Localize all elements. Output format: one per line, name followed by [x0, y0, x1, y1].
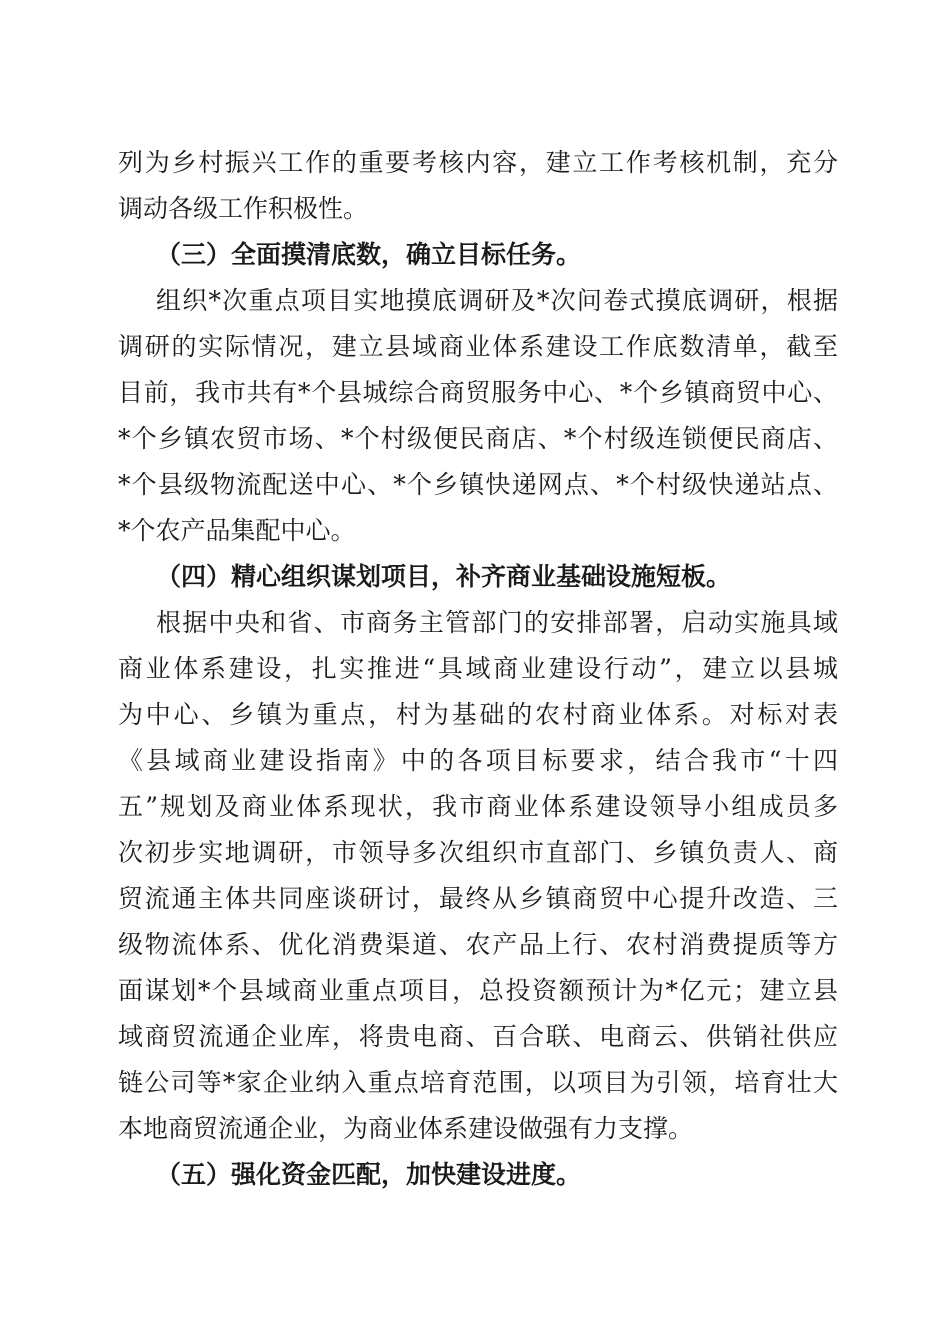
- text-line: 贸流通主体共同座谈研讨，最终从乡镇商贸中心提升改造、三: [118, 884, 838, 913]
- text-line: *个乡镇农贸市场、*个村级便民商店、*个村级连锁便民商店、: [118, 424, 838, 453]
- text-line: 为中心、乡镇为重点，村为基础的农村商业体系。对标对表: [118, 700, 838, 729]
- section-heading: （三）全面摸清底数，确立目标任务。: [156, 240, 582, 269]
- text-line: *个农产品集配中心。: [118, 516, 356, 545]
- section-heading: （五）强化资金匹配，加快建设进度。: [156, 1160, 582, 1189]
- text-line: 商业体系建设，扎实推进“具域商业建设行动”，建立以县城: [118, 654, 838, 683]
- document-body: [118, 140, 838, 1198]
- text-line: 链公司等*家企业纳入重点培育范围，以项目为引领，培育壮大: [118, 1068, 838, 1097]
- text-line: 根据中央和省、市商务主管部门的安排部署，启动实施具域: [156, 608, 838, 637]
- text-line: 级物流体系、优化消费渠道、农产品上行、农村消费提质等方: [118, 930, 838, 959]
- text-line: 列为乡村振兴工作的重要考核内容，建立工作考核机制，充分: [118, 148, 838, 177]
- paragraph: [118, 278, 838, 554]
- text-line: 调动各级工作积极性。: [118, 194, 369, 223]
- paragraph: [118, 600, 838, 1152]
- text-line: 《县域商业建设指南》中的各项目标要求，结合我市“十四: [118, 746, 838, 775]
- text-line: *个县级物流配送中心、*个乡镇快递网点、*个村级快递站点、: [118, 470, 838, 499]
- paragraph: [118, 140, 838, 232]
- text-line: 面谋划*个县域商业重点项目，总投资额预计为*亿元；建立县: [118, 976, 838, 1005]
- text-line: 五”规划及商业体系现状，我市商业体系建设领导小组成员多: [118, 792, 838, 821]
- text-line: 域商贸流通企业库，将贵电商、百合联、电商云、供销社供应: [118, 1022, 838, 1051]
- text-line: 次初步实地调研，市领导多次组织市直部门、乡镇负责人、商: [118, 838, 838, 867]
- text-line: 组织*次重点项目实地摸底调研及*次问卷式摸底调研，根据: [156, 286, 838, 315]
- text-line: 本地商贸流通企业，为商业体系建设做强有力支撑。: [118, 1114, 694, 1143]
- text-line: 目前，我市共有*个县城综合商贸服务中心、*个乡镇商贸中心、: [118, 378, 838, 407]
- text-line: 调研的实际情况，建立县域商业体系建设工作底数清单，截至: [118, 332, 838, 361]
- section-heading: （四）精心组织谋划项目，补齐商业基础设施短板。: [156, 562, 732, 591]
